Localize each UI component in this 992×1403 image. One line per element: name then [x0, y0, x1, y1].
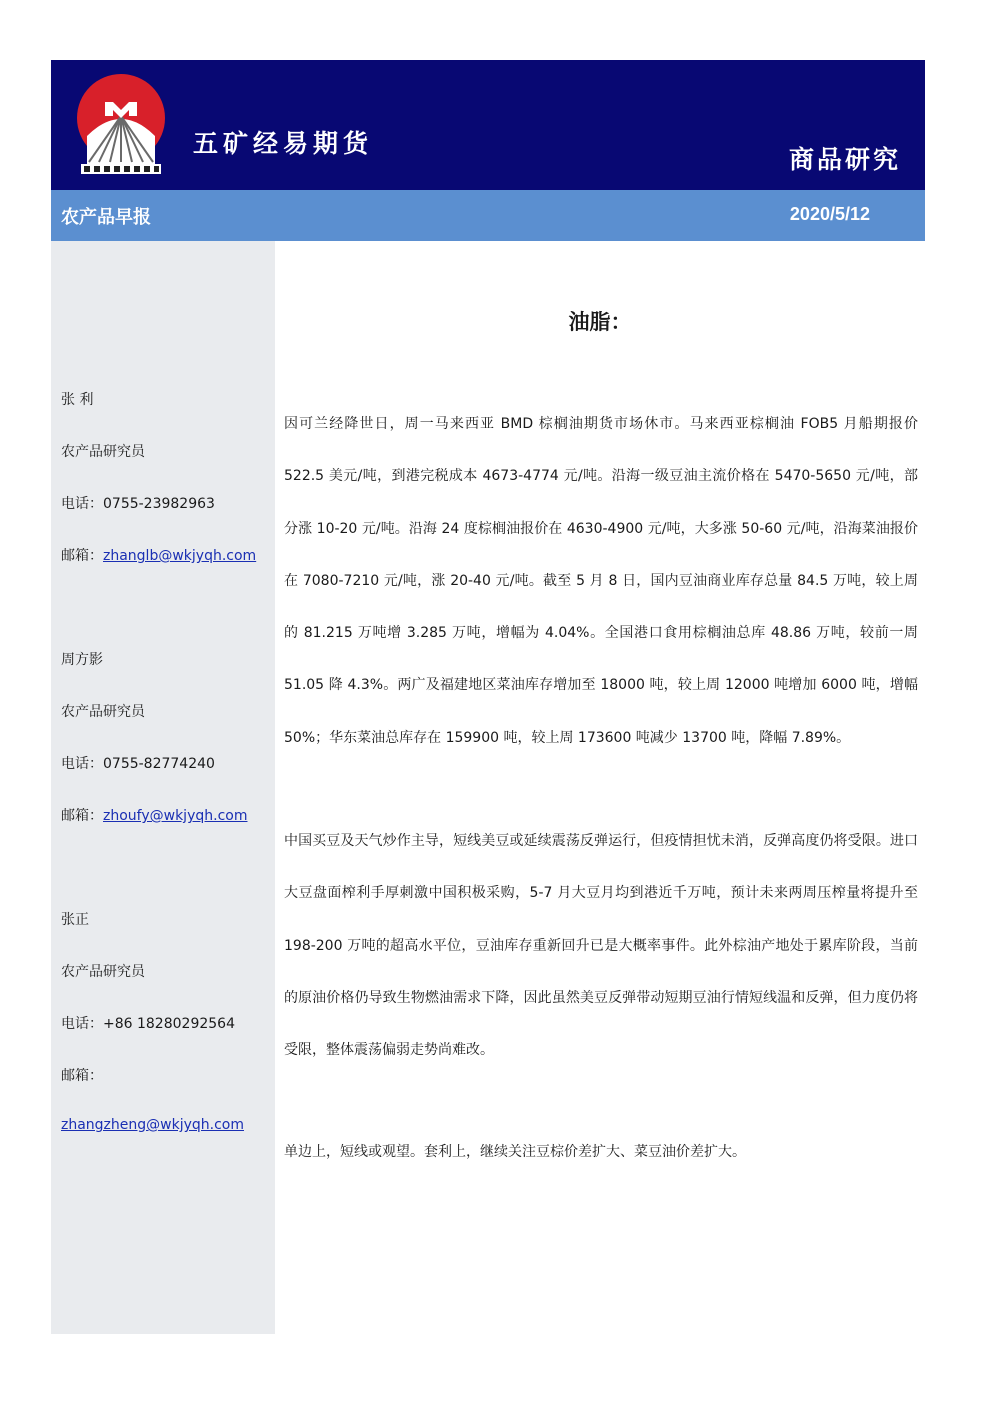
analyst-email-row	[61, 545, 256, 565]
email-label: 邮箱：	[61, 548, 103, 564]
analyst-email-link[interactable]: zhoufy@wkjyqh.com	[103, 808, 248, 824]
article-paragraph: 中国买豆及天气炒作主导，短线美豆或延续震荡反弹运行，但疫情担忧未消，反弹高度仍将受限。进口大豆盘面榨利手厚刺激中国积极采购，5-7 月大豆月均到港近千万吨，预计未来两周压榨量将提升至 198-200 万吨的超高水平位，豆油库存重新回升已是大概率事件。此外棕油产地处于累库阶段，当前的原油价格仍导致生物燃油需求下降，因此虽然美豆反弹带动短期豆油行情短线温和反弹，但力度仍将受限，整体震荡偏弱走势尚难改。	[284, 833, 918, 1059]
analyst-name: 周方影	[61, 652, 103, 668]
report-name: 农产品早报	[61, 207, 151, 228]
analyst-name: 张正	[61, 912, 89, 928]
analyst-email-link[interactable]: zhanglb@wkjyqh.com	[103, 548, 257, 564]
analyst-phone: 电话：0755-82774240	[61, 756, 215, 772]
company-name: 五矿经易期货	[193, 129, 374, 158]
email-label: 邮箱：	[61, 1068, 103, 1084]
analyst-phone: 电话：0755-23982963	[61, 496, 215, 512]
analyst-email-row	[61, 805, 247, 825]
minmetals-logo	[75, 72, 167, 176]
article-paragraph: 因可兰经降世日，周一马来西亚 BMD 棕榈油期货市场休市。马来西亚棕榈油 FOB5 月船期报价 522.5 美元/吨，到港完税成本 4673-4774 元/吨。沿海一级豆油主流价格在 5470-5650 元/吨，部分涨 10-20 元/吨。沿海 24 度棕榈油报价在 4630-4900 元/吨，大多涨 50-60 元/吨，沿海菜油报价在 7080-7210 元/吨，涨 20-40 元/吨。截至 5 月 8 日，国内豆油商业库存总量 84.5 万吨，较上周的 81.215 万吨增 3.285 万吨，增幅为 4.04%。全国港口食用棕榈油总库 48.86 万吨，较前一周 51.05 降 4.3%。两广及福建地区菜油库存增加至 18000 吨，较上周 12000 吨增加 6000 吨，增幅 50%；华东菜油总库存在 159900 吨，较上周 173600 吨减少 13700 吨，降幅 7.89%。	[284, 416, 918, 746]
analyst-phone: 电话：+86 18280292564	[61, 1016, 235, 1032]
report-subheader	[51, 190, 925, 241]
analyst-title: 农产品研究员	[61, 704, 145, 720]
analyst-sidebar	[51, 241, 275, 1334]
report-header	[51, 60, 925, 190]
article-title: 油脂：	[568, 310, 632, 334]
section-title: 商品研究	[788, 145, 901, 174]
article-paragraph: 单边上，短线或观望。套利上，继续关注豆棕价差扩大、菜豆油价差扩大。	[284, 1144, 746, 1160]
analyst-name: 张 利	[61, 392, 94, 408]
email-label: 邮箱：	[61, 808, 103, 824]
analyst-email-link[interactable]: zhangzheng@wkjyqh.com	[61, 1117, 244, 1133]
analyst-title: 农产品研究员	[61, 444, 145, 460]
report-date: 2020/5/12	[789, 204, 870, 224]
analyst-title: 农产品研究员	[61, 964, 145, 980]
analyst-email-row	[61, 1117, 244, 1133]
